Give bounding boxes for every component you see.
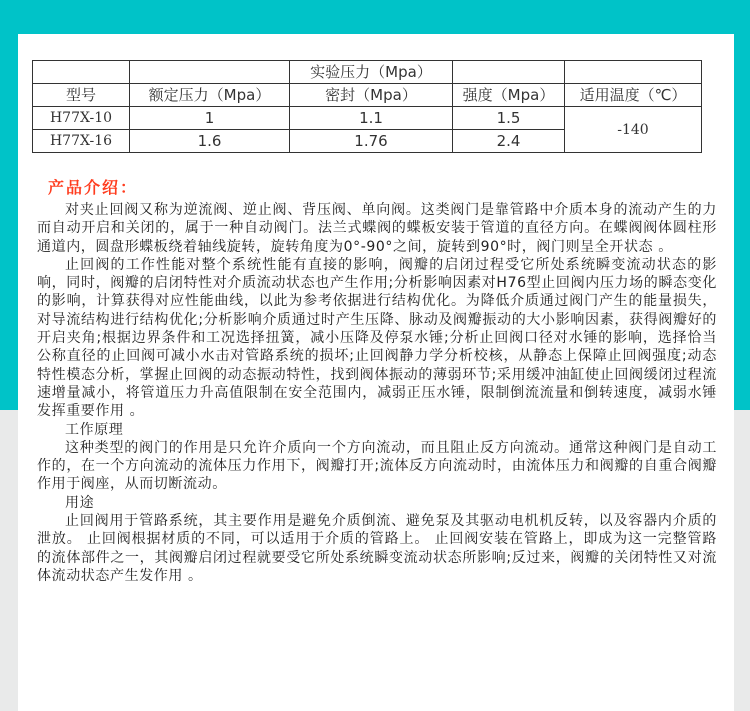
header-temperature: 适用温度（℃） <box>565 84 702 107</box>
paragraph-performance: 止回阀的工作性能对整个系统性能有直接的影响，阀瓣的启闭过程受它所处系统瞬变流动状态的影响，同时，阀瓣的启闭特性对介质流动状态也产生作用;分析影响因素对H76型止回阀内压力场的瞬态变化的影响，计算获得对应性能曲线，以此为参考依据进行结构优化。为降低介质通过阀门产生的能量损失，对导流结构进行结构优化;分析影响介质通过时产生压降、脉动及阀瓣振动的大小影响因素，获得阀瓣好的开启夹角;根据边界条件和工况选择扭簧，减小压降及停泵水锤;分析止回阀口径对水锤的影响，选择恰当公称直径的止回阀可减小水击对管路系统的损坏;止回阀静力学分析校核，从静态上保障止回阀强度;动态特性模态分析，掌握止回阀的动态振动特性，找到阀体振动的薄弱环节;采用缓冲油缸使止回阀缓闭过程流速增量减小，将管道压力升高值限制在安全范围内，减弱正压水锤，限制倒流流量和倒转速度，减弱水锤发挥重要作用 。 <box>37 256 717 420</box>
table-row <box>33 107 702 130</box>
subheading-working-principle: 工作原理 <box>65 421 124 438</box>
section-title: 产品介绍： <box>48 178 139 197</box>
header-model: 型号 <box>33 84 130 107</box>
table-group-header-row <box>33 61 702 84</box>
cell-model: H77X-10 <box>33 107 130 130</box>
body-text <box>37 201 717 585</box>
table-blank-cell <box>130 61 290 84</box>
paragraph-usage: 止回阀用于管路系统，其主要作用是避免介质倒流、避免泵及其驱动电机机反转，以及容器内介质的泄放。 止回阀根据材质的不同，可以适用于介质的管路上。 止回阀安装在管路上，即成为这一完整管路的流体部件之一，其阀瓣启闭过程就要受它所处系统瞬变流动状态所影响;反过来，阀瓣的关闭特性又对流体流动状态产生发作用 。 <box>37 513 717 584</box>
table-blank-cell <box>453 61 565 84</box>
cell-strength: 1.5 <box>453 107 565 130</box>
cell-rated-pressure: 1 <box>130 107 290 130</box>
cell-model: H77X-16 <box>33 130 130 153</box>
cell-seal: 1.1 <box>290 107 453 130</box>
spec-table <box>32 60 702 153</box>
paragraph-intro: 对夹止回阀又称为逆流阀、逆止阀、背压阀、单向阀。这类阀门是靠管路中介质本身的流动产生的力而自动开启和关闭的，属于一种自动阀门。法兰式蝶阀的蝶板安装于管道的直径方向。在蝶阀阀体圆柱形通道内，圆盘形蝶板绕着轴线旋转，旋转角度为0°-90°之间，旋转到90°时，阀门则呈全开状态 。 <box>37 202 717 255</box>
test-pressure-header: 实验压力（Mpa） <box>290 61 453 84</box>
header-seal: 密封（Mpa） <box>290 84 453 107</box>
header-rated-pressure: 额定压力（Mpa） <box>130 84 290 107</box>
cell-rated-pressure: 1.6 <box>130 130 290 153</box>
cell-seal: 1.76 <box>290 130 453 153</box>
table-corner-cell <box>33 61 130 84</box>
table-header-row <box>33 84 702 107</box>
cell-strength: 2.4 <box>453 130 565 153</box>
cell-temperature: -140 <box>565 107 702 153</box>
table-blank-cell <box>565 61 702 84</box>
paragraph-working-principle: 这种类型的阀门的作用是只允许介质向一个方向流动，而且阻止反方向流动。通常这种阀门是自动工作的，在一个方向流动的流体压力作用下，阀瓣打开;流体反方向流动时，由流体压力和阀瓣的自重合阀瓣作用于阀座，从而切断流动。 <box>37 439 717 493</box>
subheading-usage: 用途 <box>65 494 95 511</box>
header-strength: 强度（Mpa） <box>453 84 565 107</box>
content-panel <box>18 34 734 711</box>
